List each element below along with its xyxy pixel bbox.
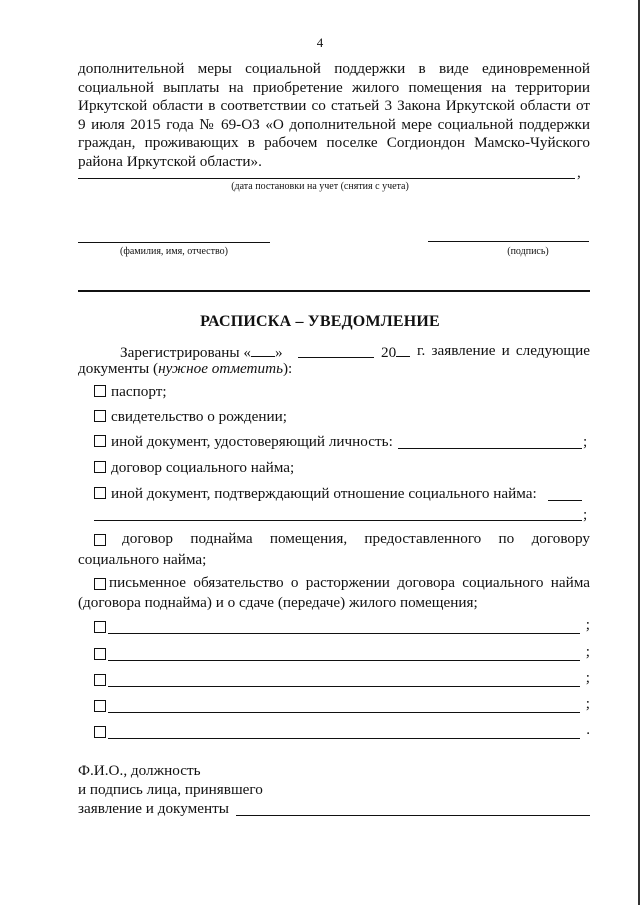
- blank-row-punct: ;: [585, 616, 590, 633]
- checklist-item-other-id: [94, 433, 393, 451]
- intro-line: социальной выплаты на приобретение жилого помещения на территории: [78, 78, 590, 96]
- blank-row-line[interactable]: [108, 738, 580, 739]
- checklist-item-social-lease: [94, 459, 294, 477]
- day-blank[interactable]: [251, 342, 275, 357]
- intro-paragraph: [78, 60, 590, 171]
- social-lease-label: договор социального найма;: [111, 459, 295, 476]
- intro-line: 9 июля 2015 года № 69-ОЗ «О дополнительной мере социальной поддержки: [78, 115, 590, 133]
- footer-line-1: Ф.И.О., должность: [78, 762, 201, 779]
- registered-quote-close: »: [274, 344, 283, 361]
- signature-caption: (подпись): [507, 246, 549, 257]
- blank-row-checkbox[interactable]: [94, 621, 106, 633]
- section-separator: [78, 290, 590, 292]
- obligation-checkbox[interactable]: [94, 578, 106, 590]
- registered-prefix: Зарегистрированы «: [120, 344, 251, 361]
- page-number: 4: [316, 35, 324, 50]
- other-lease-doc-end: ;: [583, 506, 588, 523]
- sublease-checkbox[interactable]: [94, 534, 106, 546]
- blank-row-checkbox[interactable]: [94, 726, 106, 738]
- blank-row-punct: .: [586, 721, 590, 738]
- other-lease-doc-checkbox[interactable]: [94, 487, 106, 499]
- blank-row-line[interactable]: [108, 633, 580, 634]
- other-lease-doc-blank-2[interactable]: [94, 520, 582, 521]
- intro-line: района Иркутской области».: [78, 152, 262, 170]
- checklist-item-passport: [94, 383, 167, 401]
- receiver-signature-line[interactable]: [236, 815, 590, 816]
- blank-row-line[interactable]: [108, 686, 580, 687]
- blank-row-checkbox[interactable]: [94, 700, 106, 712]
- intro-line: Иркутской области в соответствии со статьей 3 Закона Иркутской области от: [78, 97, 590, 114]
- month-blank[interactable]: [298, 357, 374, 358]
- signature-line[interactable]: [428, 241, 589, 242]
- receipt-title: РАСПИСКА – УВЕДОМЛЕНИЕ: [200, 313, 440, 330]
- documents-note-start: документы (: [78, 360, 159, 377]
- other-id-blank[interactable]: [398, 448, 582, 449]
- full-name-caption: (фамилия, имя, отчество): [120, 246, 228, 257]
- footer-line-2: и подпись лица, принявшего: [78, 781, 263, 798]
- year-blank[interactable]: [396, 342, 410, 357]
- obligation-line-1: письменное обязательство о расторжении договора социального найма: [109, 574, 590, 591]
- full-name-line[interactable]: [78, 242, 270, 243]
- blank-row-line[interactable]: [108, 712, 580, 713]
- blank-row: [94, 696, 590, 716]
- intro-line: граждан, проживающих в рабочем поселке Согдиондон Мамско-Чуйского: [78, 134, 590, 151]
- blank-row-checkbox[interactable]: [94, 648, 106, 660]
- other-lease-doc-label: иной документ, подтверждающий отношение социального найма:: [111, 485, 537, 502]
- year-prefix: 20: [381, 344, 397, 361]
- blank-row-checkbox[interactable]: [94, 674, 106, 686]
- year-field: [381, 342, 410, 362]
- obligation-line-2: (договора поднайма) и о сдаче (передаче) жилого помещения;: [78, 594, 478, 611]
- other-lease-doc-blank-1[interactable]: [548, 500, 582, 501]
- documents-note-italic: нужное отметить: [158, 360, 283, 377]
- registration-date-caption: (дата постановки на учет (снятия с учета): [231, 181, 409, 192]
- blank-row-punct: ;: [585, 643, 590, 660]
- other-id-checkbox[interactable]: [94, 435, 106, 447]
- other-id-end: ;: [583, 433, 588, 450]
- birth-certificate-label: свидетельство о рождении;: [111, 408, 287, 425]
- footer-line-3: заявление и документы: [78, 800, 229, 817]
- passport-checkbox[interactable]: [94, 385, 106, 397]
- documents-note: [78, 360, 292, 378]
- sublease-line-1: договор поднайма помещения, предоставленного по договору: [122, 530, 590, 547]
- registered-suffix: г. заявление и следующие: [417, 342, 590, 359]
- blank-row: [94, 644, 590, 664]
- birth-certificate-checkbox[interactable]: [94, 410, 106, 422]
- intro-line: дополнительной меры социальной поддержки в виде единовременной: [78, 60, 590, 77]
- blank-row: [94, 670, 590, 690]
- registration-date-line[interactable]: [78, 178, 575, 179]
- documents-note-end: ):: [283, 360, 293, 377]
- registration-date-comma: ,: [577, 164, 581, 181]
- blank-row: [94, 617, 590, 637]
- sublease-line-2: социального найма;: [78, 551, 207, 568]
- checklist-item-birth-certificate: [94, 408, 287, 426]
- other-id-label: иной документ, удостоверяющий личность:: [111, 433, 393, 450]
- blank-row: [94, 722, 590, 742]
- blank-row-punct: ;: [585, 669, 590, 686]
- blank-row-line[interactable]: [108, 660, 580, 661]
- blank-row-punct: ;: [585, 695, 590, 712]
- social-lease-checkbox[interactable]: [94, 461, 106, 473]
- checklist-item-other-lease-doc: [94, 485, 537, 503]
- registered-line: [120, 342, 283, 362]
- passport-label: паспорт;: [111, 383, 167, 400]
